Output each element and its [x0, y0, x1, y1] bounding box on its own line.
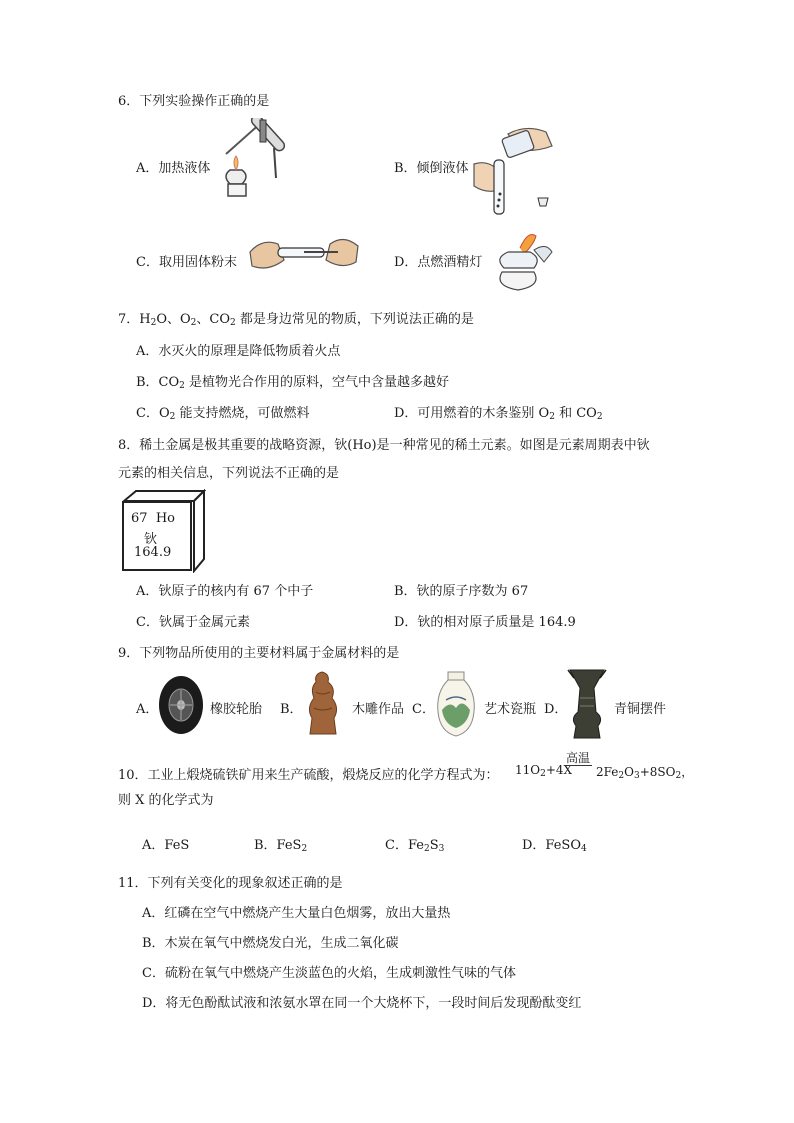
q10-option-d: D．FeSO$_4$ [522, 838, 587, 854]
q10-option-c: C．$Fe_2S_3$ [385, 838, 445, 854]
q6-option-d: D．点燃酒精灯 [394, 255, 483, 270]
q11-option-d: D．将无色酚酞试液和浓氨水罩在同一个大烧杯下，一段时间后发现酚酞变红 [142, 996, 582, 1011]
q8-stem-line1: 8．稀土金属是极其重要的战略资源，钬(Ho)是一种常见的稀土元素。如图是元素周期表中钬 [118, 438, 650, 453]
heating-liquid-icon [218, 118, 296, 202]
q6-option-b: B．倾倒液体 [394, 161, 469, 176]
lighting-alcohol-lamp-icon [484, 228, 554, 294]
bronze-vessel-icon [566, 668, 608, 740]
q6-option-a: A．加热液体 [136, 161, 211, 176]
q7-option-b: B．$CO_2$ 是植物光合作用的原料，空气中含量越多越好 [136, 375, 450, 391]
q9-letter-b: B． [280, 702, 303, 717]
q9-stem: 9．下列物品所使用的主要材料属于金属材料的是 [118, 646, 400, 661]
q10-reaction-condition: 高温 [566, 751, 591, 765]
q9-letter-c: C． [412, 702, 435, 717]
q6-option-c: C．取用固体粉末 [136, 255, 237, 270]
q9-option-a: 橡胶轮胎 [210, 702, 263, 717]
q10-option-a: A．FeS [142, 838, 190, 853]
element-symbol: Ho [155, 511, 175, 526]
q8-option-b: B．钬的原子序数为 67 [394, 584, 529, 599]
q10-option-b: B．FeS$_2$ [254, 838, 308, 854]
q7-option-a: A．水灭火的原理是降低物质着火点 [136, 344, 341, 359]
q11-stem: 11．下列有关变化的现象叙述正确的是 [118, 876, 343, 891]
q10-reaction-arrow [564, 765, 592, 766]
q9-option-c: 艺术瓷瓶 [484, 702, 537, 717]
element-name: 钬 [144, 532, 158, 547]
wood-carving-icon [304, 668, 342, 738]
q7-option-d: D．可用燃着的木条鉴别 $O_2$ 和 $CO_2$ [394, 406, 603, 422]
q8-option-c: C．钬属于金属元素 [136, 615, 250, 630]
q10-stem: 10．工业上煅烧硫铁矿用来生产硫酸，煅烧反应的化学方程式为： [118, 768, 499, 783]
q11-option-c: C．硫粉在氧气中燃烧产生淡蓝色的火焰，生成刺激性气味的气体 [142, 966, 516, 981]
q8-option-a: A．钬原子的核内有 67 个中子 [136, 584, 314, 599]
q9-letter-a: A． [136, 702, 159, 717]
q9-option-d: 青铜摆件 [614, 702, 667, 717]
atomic-number: 67 [131, 511, 148, 526]
pouring-liquid-icon [466, 120, 558, 220]
q8-option-d: D．钬的相对原子质量是 164.9 [394, 615, 576, 630]
q11-option-a: A．红磷在空气中燃烧产生大量白色烟雾，放出大量热 [142, 906, 451, 921]
q7-option-c: C．$O_2$ 能支持燃烧，可做燃料 [136, 406, 310, 422]
atomic-mass: 164.9 [134, 545, 172, 560]
q10-stem-line2: 则 X 的化学式为 [118, 793, 214, 808]
q8-stem-line2: 元素的相关信息，下列说法不正确的是 [118, 466, 340, 481]
element-card-top-line [131, 511, 175, 526]
q10-equation-right: $2Fe_2O_3+8SO_2$， [596, 765, 694, 781]
powder-loading-icon [248, 230, 360, 278]
q7-stem: 7．$H_2O$、$O_2$、$CO_2$ 都是身边常见的物质，下列说法正确的是 [118, 312, 474, 328]
q9-letter-d: D． [544, 702, 568, 717]
q6-stem: 6．下列实验操作正确的是 [118, 94, 270, 109]
q11-option-b: B．木炭在氧气中燃烧发白光，生成二氧化碳 [142, 936, 399, 951]
porcelain-vase-icon [434, 670, 478, 738]
tire-icon [156, 674, 206, 736]
q9-option-b: 木雕作品 [352, 702, 405, 717]
q10-equation-left: $11O_2+4X$ [515, 763, 573, 779]
element-card-holmium [122, 489, 206, 571]
